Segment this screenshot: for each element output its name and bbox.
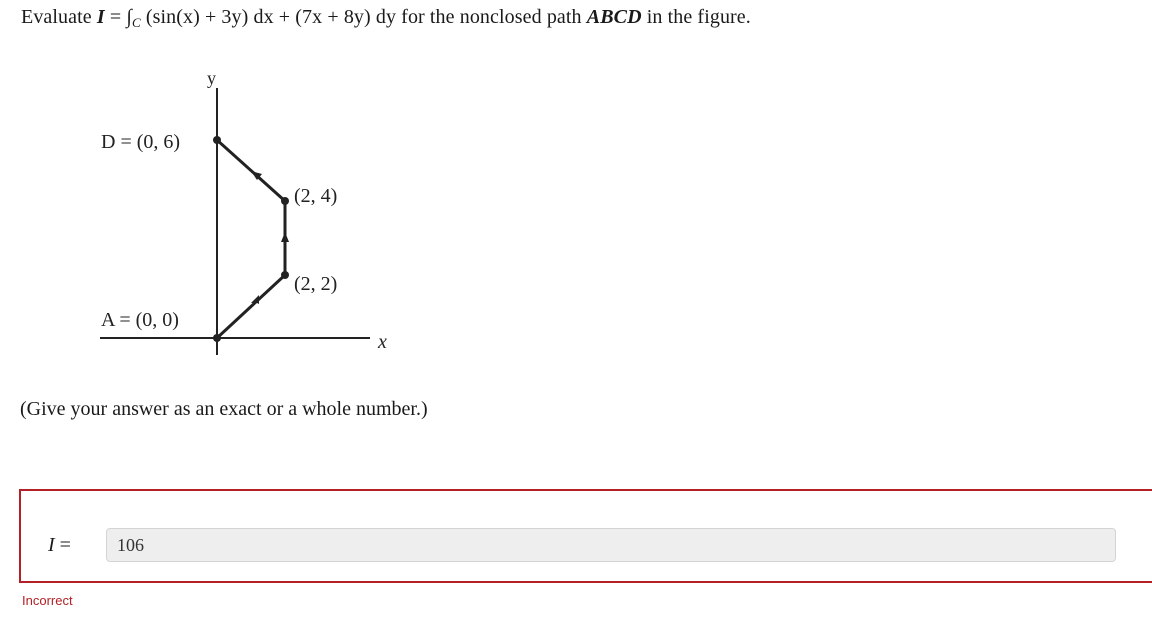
status-message: Incorrect [22,593,73,608]
path-figure [0,60,460,380]
answer-input[interactable]: 106 [106,528,1116,562]
x-axis-label: x [378,331,387,353]
point-c-label: (2, 4) [294,185,338,207]
point-b-label: (2, 2) [294,273,338,295]
question-I-symbol: I [96,6,105,28]
segment-a-b [217,275,285,338]
point-d-dot [213,136,221,144]
integral-sign: ∫ [126,6,132,28]
arrow-b-c [281,232,289,242]
y-axis-label: y [207,68,216,88]
path-diagram [0,60,460,380]
point-a-label: A = (0, 0) [101,309,179,331]
answer-label-symbol: I [48,534,55,556]
question-prefix: Evaluate [21,6,97,28]
answer-box [19,489,1152,583]
point-d-label: D = (0, 6) [101,131,181,153]
arrow-a-b [251,295,259,304]
integral-subscript: C [131,15,141,30]
point-b-dot [281,271,289,279]
path-name: ABCD [586,6,642,28]
question-suffix: for the nonclosed path [396,6,587,28]
point-c-dot [281,197,289,205]
question-tail: in the figure. [641,6,751,28]
segment-c-d [217,140,285,201]
integrand: (sin(x) + 3y) dx + (7x + 8y) dy [140,6,397,28]
point-a-dot [213,334,221,342]
answer-hint: (Give your answer as an exact or a whole number.) [20,398,428,420]
question-equals: = [104,6,127,28]
question-text [21,6,751,31]
answer-label-equals: = [54,534,71,556]
answer-label [48,534,71,557]
